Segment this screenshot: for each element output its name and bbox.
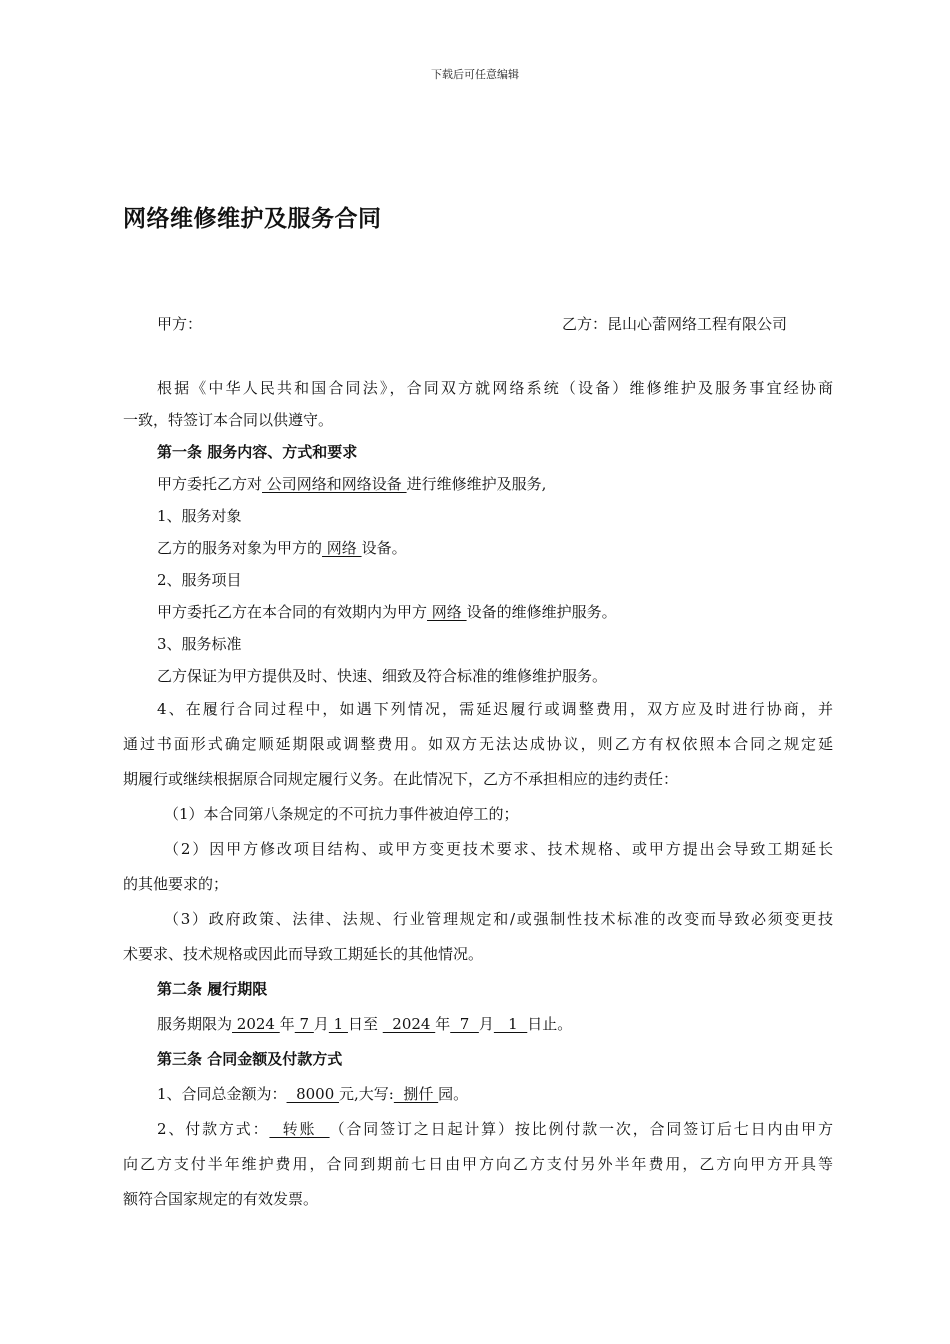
start-day: 1 <box>328 1015 348 1033</box>
term-line <box>123 1007 833 1042</box>
article3-heading: 第三条 合同金额及付款方式 <box>157 1050 343 1068</box>
party-b-label: 乙方：昆山心蕾网络工程有限公司 <box>562 315 788 333</box>
party-a-label: 甲方： <box>157 315 203 333</box>
item4-line-1: 4、在履行合同过程中，如遇下列情况，需延迟履行或调整费用，双方应及时进行协商，并 <box>157 700 833 718</box>
contract-title: 网络维修维护及服务合同 <box>123 206 382 232</box>
item2-post: 设备的维修维护服务。 <box>466 603 617 621</box>
item4-line-3: 期履行或继续根据原合同规定履行义务。在此情况下，乙方不承担相应的违约责任： <box>123 770 679 788</box>
sub2-line-2: 的其他要求的； <box>123 875 229 893</box>
start-month: 7 <box>294 1015 314 1033</box>
amount-post: 园。 <box>438 1085 469 1103</box>
amount-mid: 元,大写: <box>339 1085 394 1103</box>
term-t5: 月 <box>478 1015 494 1033</box>
commission-line <box>123 468 833 500</box>
term-t1: 年 <box>279 1015 295 1033</box>
item2-text <box>123 596 833 628</box>
item3-title: 3、服务标准 <box>157 635 242 653</box>
term-t6: 日止。 <box>527 1015 573 1033</box>
payment-pre: 2、付款方式： <box>157 1120 270 1138</box>
item1-pre: 乙方的服务对象为甲方的 <box>157 539 323 557</box>
header-note: 下载后可任意编辑 <box>431 68 519 81</box>
contract-body <box>123 372 833 1217</box>
item1-post: 设备。 <box>361 539 407 557</box>
sub3-line-1: （3）政府政策、法律、法规、行业管理规定和/或强制性技术标准的改变而导致必须变更技 <box>164 910 833 928</box>
item2-pre: 甲方委托乙方在本合同的有效期内为甲方 <box>157 603 428 621</box>
item2-title: 2、服务项目 <box>157 571 242 589</box>
article1-heading: 第一条 服务内容、方式和要求 <box>157 443 358 461</box>
parties-row <box>157 313 817 334</box>
commission-post: 进行维修维护及服务, <box>406 475 547 493</box>
end-day: 1 <box>493 1015 528 1033</box>
end-year: 2024 <box>382 1015 436 1033</box>
end-month: 7 <box>450 1015 479 1033</box>
payment-line-1 <box>123 1112 833 1147</box>
term-t2: 月 <box>313 1015 329 1033</box>
term-pre: 服务期限为 <box>157 1015 233 1033</box>
sub2-line-1: （2）因甲方修改项目结构、或甲方变更技术要求、技术规格、或甲方提出会导致工期延长 <box>164 840 833 858</box>
amount-value: 8000 <box>286 1085 340 1103</box>
sub3-line-2: 术要求、技术规格或因此而导致工期延长的其他情况。 <box>123 945 484 963</box>
item1-blank: 网络 <box>322 539 362 557</box>
article2-heading: 第二条 履行期限 <box>157 980 268 998</box>
payment-line-1-post: （合同签订之日起计算）按比例付款一次，合同签订后七日内由甲方 <box>329 1120 833 1138</box>
payment-line-2: 向乙方支付半年维护费用，合同到期前七日由甲方向乙方支付另外半年费用，乙方向甲方开具等 <box>123 1155 833 1173</box>
sub1: （1）本合同第八条规定的不可抗力事件被迫停工的； <box>164 805 519 823</box>
payment-line-3: 额符合国家规定的有效发票。 <box>123 1190 319 1208</box>
intro-line-2: 一致，特签订本合同以供遵守。 <box>123 411 334 429</box>
commission-pre: 甲方委托乙方对 <box>157 475 263 493</box>
amount-words: 捌仟 <box>393 1085 439 1103</box>
payment-method: 转账 <box>269 1120 330 1138</box>
item1-title: 1、服务对象 <box>157 507 242 525</box>
item3-text: 乙方保证为甲方提供及时、快速、细致及符合标准的维修维护服务。 <box>157 667 608 685</box>
amount-line <box>123 1077 833 1112</box>
term-t4: 年 <box>435 1015 451 1033</box>
item4-line-2: 通过书面形式确定顺延期限或调整费用。如双方无法达成协议，则乙方有权依照本合同之规定延 <box>123 735 833 753</box>
item2-blank: 网络 <box>427 603 467 621</box>
intro-line-1: 根据《中华人民共和国合同法》，合同双方就网络系统（设备）维修维护及服务事宜经协商 <box>157 379 833 397</box>
commission-blank: 公司网络和网络设备 <box>262 475 407 493</box>
amount-pre: 1、合同总金额为： <box>157 1085 287 1103</box>
term-t3: 日至 <box>347 1015 383 1033</box>
item1-text <box>123 532 833 564</box>
start-year: 2024 <box>232 1015 280 1033</box>
